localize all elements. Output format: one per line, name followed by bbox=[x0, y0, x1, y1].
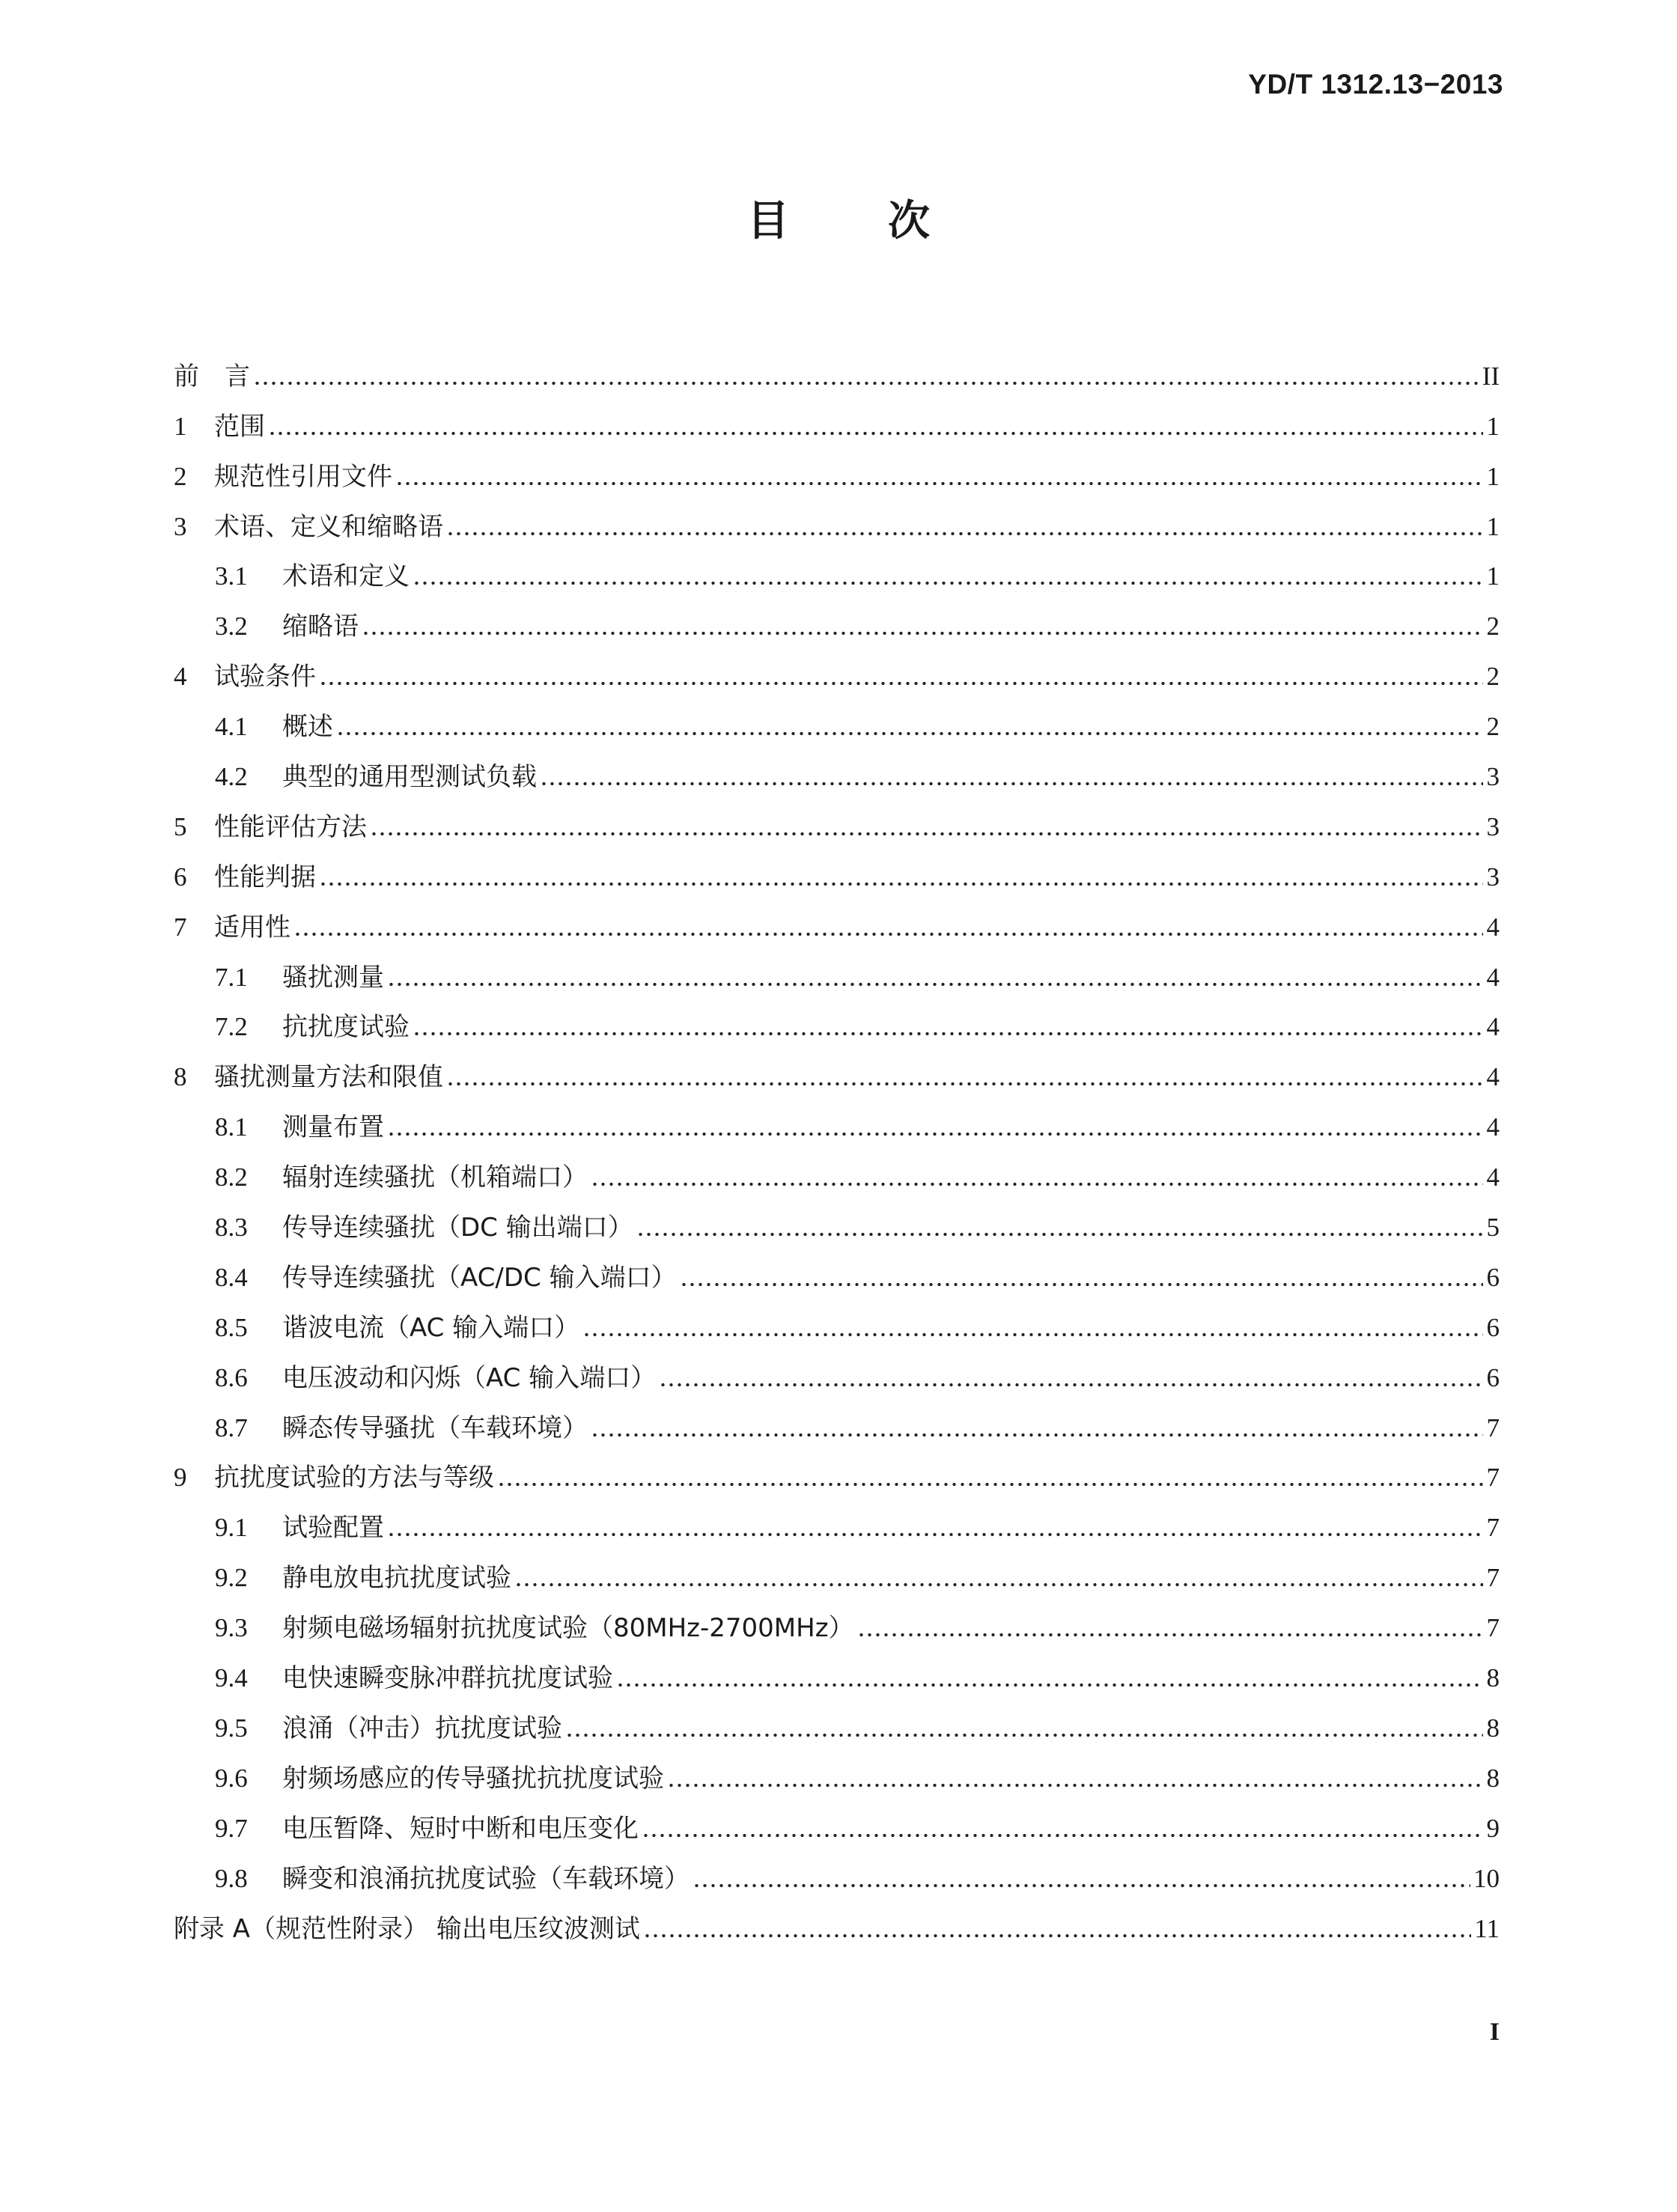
toc-entry-label: 术语和定义 bbox=[282, 561, 410, 592]
toc-entry-page: 4 bbox=[1486, 1062, 1500, 1092]
toc-entry[interactable] bbox=[174, 1249, 1500, 1300]
dot-leader bbox=[413, 580, 1483, 586]
toc-entry[interactable] bbox=[174, 598, 1500, 648]
toc-entry-page: 7 bbox=[1486, 1513, 1500, 1543]
toc-entry-page: 6 bbox=[1486, 1362, 1500, 1392]
toc-entry-label: 前 言 bbox=[174, 361, 250, 391]
toc-entry-label: 骚扰测量方法和限值 bbox=[214, 1062, 443, 1093]
dot-leader bbox=[446, 1081, 1483, 1087]
toc-entry[interactable] bbox=[174, 348, 1500, 398]
dot-leader bbox=[387, 981, 1483, 987]
toc-entry[interactable] bbox=[174, 1750, 1500, 1800]
toc-entry-number: 6 bbox=[174, 862, 187, 892]
toc-entry[interactable] bbox=[174, 899, 1500, 949]
dot-leader bbox=[680, 1282, 1483, 1288]
toc-entry-label: 适用性 bbox=[214, 912, 290, 942]
toc-entry-number: 7.1 bbox=[215, 962, 248, 992]
toc-entry-number: 9.4 bbox=[215, 1663, 248, 1693]
toc-entry-number: 8.1 bbox=[215, 1112, 248, 1142]
dot-leader bbox=[582, 1332, 1483, 1338]
dot-leader bbox=[591, 1181, 1483, 1187]
toc-entry-label: 测量布置 bbox=[282, 1112, 384, 1143]
toc-entry-number: 1 bbox=[174, 411, 187, 441]
toc-entry-page: 3 bbox=[1486, 811, 1500, 841]
dot-leader bbox=[667, 1782, 1483, 1788]
toc-entry-label: 试验条件 bbox=[214, 662, 316, 692]
toc-entry-page: 7 bbox=[1486, 1613, 1500, 1643]
toc-entry-number: 4.1 bbox=[215, 712, 248, 742]
toc-entry[interactable] bbox=[174, 999, 1500, 1049]
toc-entry-page: 7 bbox=[1486, 1463, 1500, 1493]
toc-entry[interactable] bbox=[174, 1049, 1500, 1099]
toc-entry-page: 6 bbox=[1486, 1262, 1500, 1292]
toc-entry-page: II bbox=[1482, 361, 1500, 391]
toc-entry-label: 谐波电流（AC 输入端口） bbox=[282, 1312, 580, 1343]
toc-entry-label: 骚扰测量 bbox=[282, 962, 384, 993]
toc-entry-number: 2 bbox=[174, 461, 187, 491]
dot-leader bbox=[591, 1432, 1483, 1438]
toc-entry-number: 8.2 bbox=[215, 1163, 248, 1192]
toc-entry-label: 电压暂降、短时中断和电压变化 bbox=[282, 1813, 639, 1844]
toc-entry-number: 7 bbox=[174, 912, 187, 942]
toc-entry-number: 8.6 bbox=[215, 1362, 248, 1392]
toc-entry-page: 9 bbox=[1486, 1813, 1500, 1843]
toc-entry-page: 4 bbox=[1486, 912, 1500, 942]
toc-entry-page: 8 bbox=[1486, 1763, 1500, 1793]
dot-leader bbox=[857, 1632, 1483, 1638]
toc-entry-number: 8.5 bbox=[215, 1312, 248, 1342]
toc-entry[interactable] bbox=[174, 648, 1500, 698]
toc-entry-number: 3.1 bbox=[215, 561, 248, 591]
dot-leader bbox=[362, 630, 1483, 636]
dot-leader bbox=[293, 931, 1483, 937]
toc-entry-number: 8 bbox=[174, 1062, 187, 1092]
toc-entry-label: 传导连续骚扰（DC 输出端口） bbox=[282, 1213, 633, 1243]
dot-leader bbox=[693, 1883, 1470, 1889]
toc-entry-page: 2 bbox=[1486, 612, 1500, 642]
toc-entry-page: 2 bbox=[1486, 662, 1500, 692]
toc-entry-label: 抗扰度试验的方法与等级 bbox=[214, 1463, 494, 1493]
toc-entry[interactable] bbox=[174, 1600, 1500, 1650]
toc-entry-page: 4 bbox=[1486, 1163, 1500, 1192]
dot-leader bbox=[370, 831, 1483, 837]
toc-entry-number: 8.7 bbox=[215, 1413, 248, 1442]
toc-entry[interactable] bbox=[174, 1850, 1500, 1901]
dot-leader bbox=[616, 1682, 1483, 1688]
toc-entry-label: 术语、定义和缩略语 bbox=[214, 511, 443, 542]
toc-entry[interactable] bbox=[174, 849, 1500, 899]
dot-leader bbox=[565, 1732, 1483, 1738]
toc-entry-page: 8 bbox=[1486, 1713, 1500, 1743]
dot-leader bbox=[253, 380, 1479, 386]
toc-entry-label: 性能判据 bbox=[214, 862, 316, 892]
toc-entry-number: 9.8 bbox=[215, 1863, 248, 1893]
toc-entry-number: 3.2 bbox=[215, 612, 248, 642]
dot-leader bbox=[413, 1031, 1483, 1037]
dot-leader bbox=[387, 1532, 1483, 1538]
toc-entry[interactable] bbox=[174, 1499, 1500, 1550]
toc-entry-label: 浪涌（冲击）抗扰度试验 bbox=[282, 1713, 562, 1743]
toc-entry-page: 4 bbox=[1486, 1012, 1500, 1042]
toc-entry-label: 传导连续骚扰（AC/DC 输入端口） bbox=[282, 1262, 677, 1293]
toc-entry[interactable] bbox=[174, 1199, 1500, 1249]
toc-entry-page: 1 bbox=[1486, 461, 1500, 491]
toc-entry-label: 瞬变和浪涌抗扰度试验（车载环境） bbox=[282, 1863, 690, 1894]
toc-entry-number: 9.2 bbox=[215, 1563, 248, 1593]
document-code: YD/T 1312.13−2013 bbox=[1248, 69, 1503, 100]
toc-entry-label: 性能评估方法 bbox=[214, 811, 367, 842]
dot-leader bbox=[514, 1582, 1483, 1588]
toc-entry-page: 1 bbox=[1486, 411, 1500, 441]
toc-entry-label: 附录 A（规范性附录） 输出电压纹波测试 bbox=[174, 1913, 640, 1944]
dot-leader bbox=[395, 481, 1483, 487]
dot-leader bbox=[319, 881, 1483, 887]
toc-entry-page: 2 bbox=[1486, 712, 1500, 742]
toc-entry[interactable] bbox=[174, 499, 1500, 549]
toc-entry-page: 1 bbox=[1486, 511, 1500, 541]
toc-entry-page: 11 bbox=[1474, 1913, 1500, 1943]
dot-leader bbox=[636, 1231, 1483, 1237]
toc-entry[interactable] bbox=[174, 448, 1500, 499]
toc-entry-label: 抗扰度试验 bbox=[282, 1012, 410, 1043]
toc-entry-number: 9.7 bbox=[215, 1813, 248, 1843]
toc-entry[interactable] bbox=[174, 1099, 1500, 1149]
toc-entry-page: 4 bbox=[1486, 1112, 1500, 1142]
toc-entry-label: 射频场感应的传导骚扰抗扰度试验 bbox=[282, 1763, 664, 1794]
toc-entry-label: 规范性引用文件 bbox=[214, 461, 392, 492]
toc-entry-page: 10 bbox=[1473, 1863, 1500, 1893]
toc-entry-label: 范围 bbox=[214, 411, 265, 442]
toc-entry[interactable] bbox=[174, 1450, 1500, 1500]
dot-leader bbox=[268, 430, 1483, 436]
toc-entry-number: 9 bbox=[174, 1463, 187, 1493]
toc-entry-page: 6 bbox=[1486, 1312, 1500, 1342]
toc-entry-page: 3 bbox=[1486, 862, 1500, 892]
toc-entry-number: 9.6 bbox=[215, 1763, 248, 1793]
toc-entry-page: 7 bbox=[1486, 1563, 1500, 1593]
toc-entry-number: 4.2 bbox=[215, 762, 248, 792]
toc-entry-label: 射频电磁场辐射抗扰度试验（80MHz-2700MHz） bbox=[282, 1613, 854, 1644]
toc-entry[interactable] bbox=[174, 549, 1500, 599]
toc-entry-page: 3 bbox=[1486, 762, 1500, 792]
page-number: I bbox=[1489, 2018, 1500, 2046]
dot-leader bbox=[446, 531, 1483, 537]
toc-entry[interactable] bbox=[174, 398, 1500, 448]
toc-entry-page: 1 bbox=[1486, 561, 1500, 591]
dot-leader bbox=[319, 680, 1483, 686]
dot-leader bbox=[387, 1131, 1483, 1137]
toc-entry-label: 电压波动和闪烁（AC 输入端口） bbox=[282, 1362, 657, 1393]
toc-entry-number: 9.3 bbox=[215, 1613, 248, 1643]
toc-entry[interactable] bbox=[174, 698, 1500, 749]
toc-entry-label: 典型的通用型测试负载 bbox=[282, 762, 537, 793]
toc-entry[interactable] bbox=[174, 1800, 1500, 1850]
toc-entry-page: 7 bbox=[1486, 1413, 1500, 1442]
dot-leader bbox=[497, 1481, 1483, 1487]
toc-entry-label: 静电放电抗扰度试验 bbox=[282, 1563, 511, 1594]
toc-entry[interactable] bbox=[174, 1149, 1500, 1199]
toc-entry-number: 4 bbox=[174, 662, 187, 692]
toc-entry-label: 瞬态传导骚扰（车载环境） bbox=[282, 1413, 588, 1443]
toc-entry-number: 9.5 bbox=[215, 1713, 248, 1743]
table-of-contents bbox=[174, 348, 1500, 1951]
toc-entry[interactable] bbox=[174, 799, 1500, 849]
toc-entry[interactable] bbox=[174, 1400, 1500, 1450]
toc-entry-page: 8 bbox=[1486, 1663, 1500, 1693]
toc-entry-number: 7.2 bbox=[215, 1012, 248, 1042]
dot-leader bbox=[659, 1382, 1483, 1388]
title-char-2: 次 bbox=[888, 197, 930, 246]
toc-entry-label: 辐射连续骚扰（机箱端口） bbox=[282, 1163, 588, 1193]
toc-entry[interactable] bbox=[174, 1650, 1500, 1700]
toc-entry-number: 9.1 bbox=[215, 1513, 248, 1543]
toc-entry[interactable] bbox=[174, 749, 1500, 799]
toc-entry[interactable] bbox=[174, 1350, 1500, 1400]
toc-entry-label: 缩略语 bbox=[282, 612, 359, 642]
toc-entry[interactable] bbox=[174, 949, 1500, 999]
toc-entry[interactable] bbox=[174, 1700, 1500, 1750]
toc-entry-page: 4 bbox=[1486, 962, 1500, 992]
dot-leader bbox=[642, 1832, 1483, 1838]
toc-entry-number: 3 bbox=[174, 511, 187, 541]
toc-entry-label: 试验配置 bbox=[282, 1513, 384, 1544]
dot-leader bbox=[643, 1933, 1471, 1939]
toc-entry[interactable] bbox=[174, 1300, 1500, 1350]
toc-entry[interactable] bbox=[174, 1901, 1500, 1951]
toc-entry-label: 概述 bbox=[282, 712, 333, 743]
toc-entry-page: 5 bbox=[1486, 1213, 1500, 1243]
toc-entry[interactable] bbox=[174, 1550, 1500, 1600]
dot-leader bbox=[336, 731, 1483, 737]
toc-entry-number: 8.4 bbox=[215, 1262, 248, 1292]
dot-leader bbox=[540, 781, 1483, 787]
toc-entry-number: 8.3 bbox=[215, 1213, 248, 1243]
page-title bbox=[0, 197, 1677, 246]
title-char-1: 目 bbox=[747, 197, 789, 246]
toc-entry-number: 5 bbox=[174, 811, 187, 841]
toc-entry-label: 电快速瞬变脉冲群抗扰度试验 bbox=[282, 1663, 613, 1694]
